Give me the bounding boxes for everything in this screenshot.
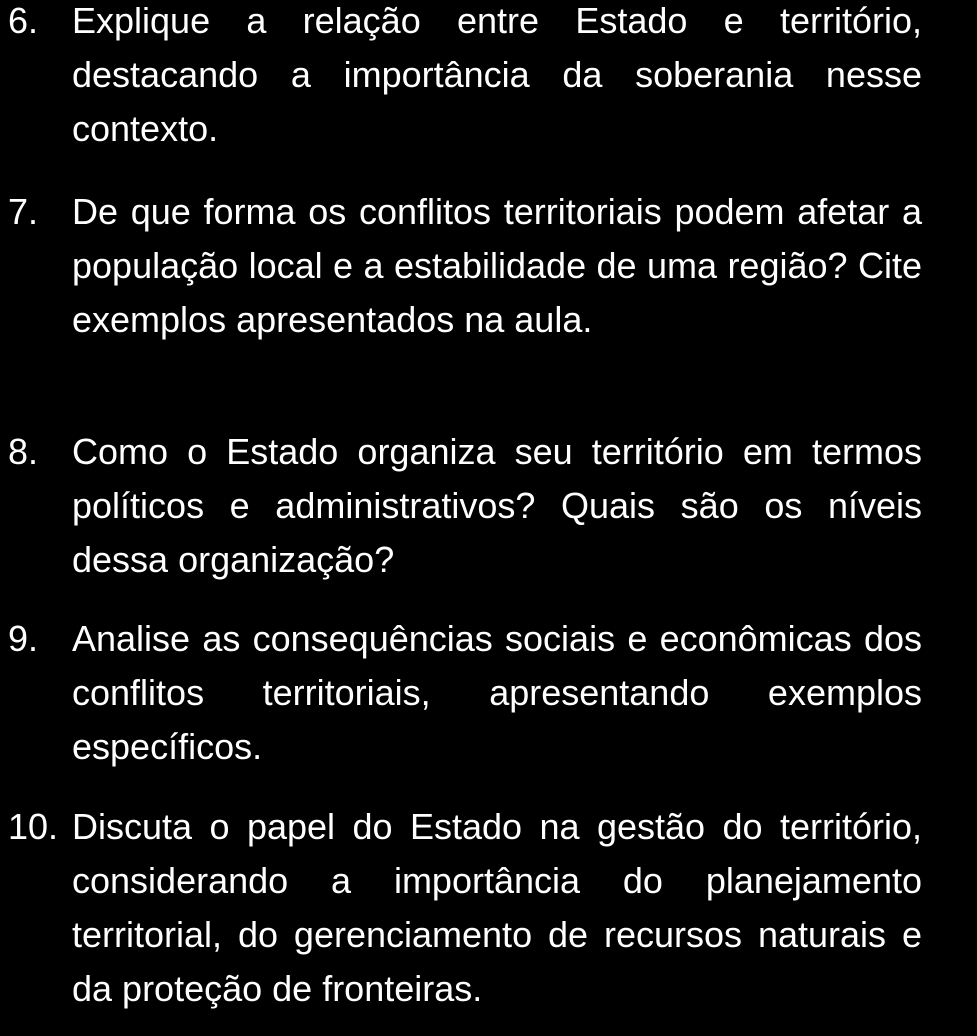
question-text: Como o Estado organiza seu território em termos políticos e administrativos? Quais são os níveis dessa organização? — [72, 431, 922, 580]
question-number: 10. — [8, 806, 59, 847]
question-text: Analise as consequências sociais e econômicas dos conflitos territoriais, apresentando exemplos específicos. — [72, 618, 922, 767]
question-text: Discuta o papel do Estado na gestão do território, considerando a importância do planejamento territorial, do gerenciamento de recursos naturais e da proteção de fronteiras. — [72, 806, 922, 1009]
question-text: Explique a relação entre Estado e território, destacando a importância da soberania nesse contexto. — [72, 0, 922, 149]
question-number: 8. — [8, 431, 39, 472]
question-number: 6. — [8, 0, 39, 41]
question-text: De que forma os conflitos territoriais podem afetar a população local e a estabilidade de uma região? Cite exemplos apresentados na aula. — [72, 191, 922, 340]
question-number: 7. — [8, 191, 39, 232]
question-number: 9. — [8, 618, 39, 659]
